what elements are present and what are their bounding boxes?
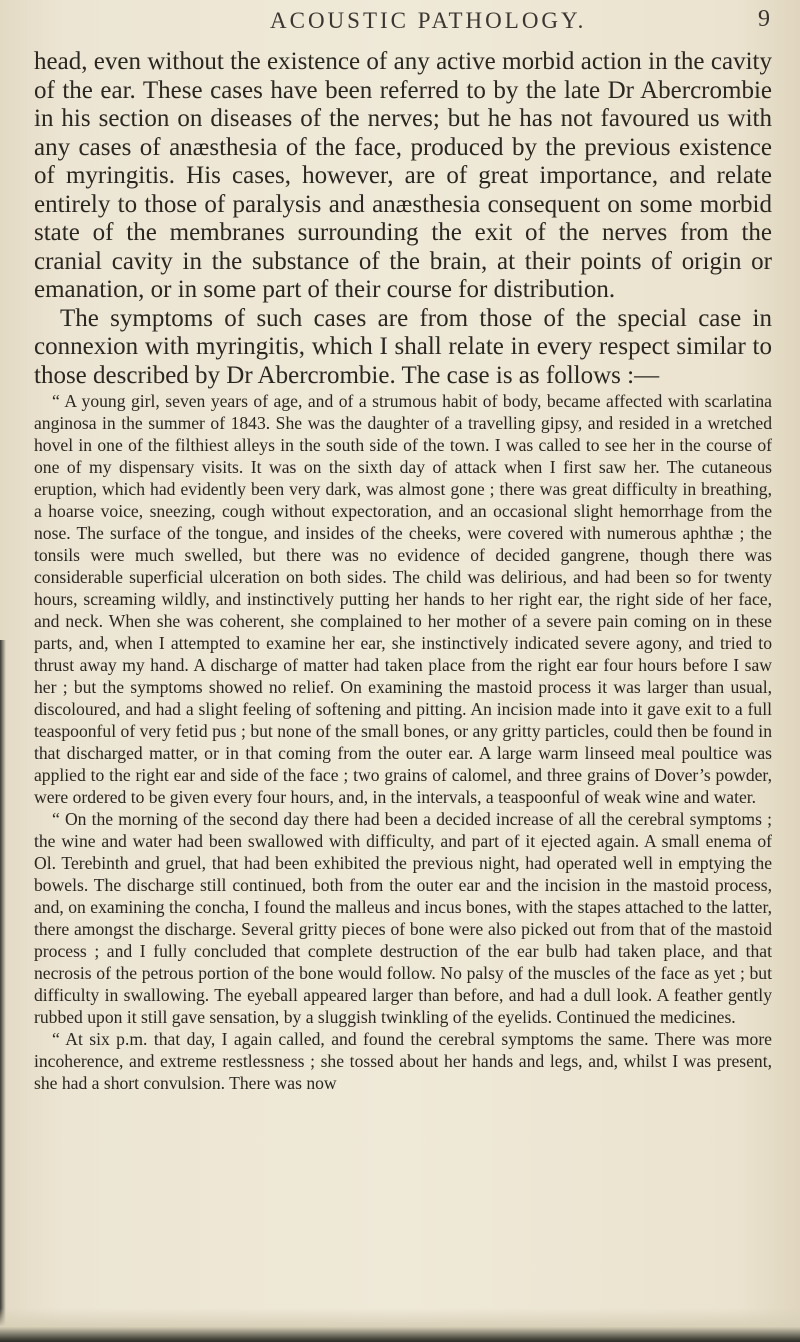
- page-binding-shadow: [0, 640, 6, 1342]
- running-title: ACOUSTIC PATHOLOGY.: [270, 8, 587, 33]
- body-text: [34, 48, 772, 1094]
- case-quote-paragraph: “ A young girl, seven years of age, and of a strumous habit of body, became affected with scarlatina anginosa in the summer of 1843. She was the daughter of a travelling gipsy, and resided in a wretched hovel in one of the filthiest alleys in the south side of the town. I was called to see her in the course of one of my dispensary visits. It was on the sixth day of attack when I first saw her. The cutaneous eruption, which had evidently been very dark, was almost gone ; there was great difficulty in breathing, a hoarse voice, sneezing, cough without expectoration, and an occasional slight hemorrhage from the nose. The surface of the tongue, and insides of the cheeks, were covered with numerous aphthæ ; the tonsils were much swelled, but there was no evidence of decided gangrene, though there was considerable superficial ulceration on both sides. The child was delirious, and had been so for twenty hours, screaming wildly, and instinctively putting her hands to her right ear, the right side of her face, and neck. When she was coherent, she complained to her mother of a severe pain coming on in these parts, and, when I attempted to examine her ear, she instinctively indicated severe agony, and tried to thrust away my hand. A discharge of matter had taken place from the right ear four hours before I saw her ; but the symptoms showed no relief. On examining the mastoid process it was larger than usual, discoloured, and had a slight feeling of softening and pitting. An incision made into it gave exit to a full teaspoonful of very fetid pus ; but none of the small bones, or any gritty particles, could then be found in that discharged matter, or in that coming from the outer ear. A large warm linseed meal poultice was applied to the right ear and side of the face ; two grains of calomel, and three grains of Dover’s powder, were ordered to be given every four hours, and, in the intervals, a teaspoonful of weak wine and water.: [34, 391, 772, 807]
- paragraph-intro: head, even without the existence of any active morbid action in the cavity of the ear. These cases have been referred to by the late Dr Abercrombie in his section on diseases of the nerves; but he has not favoured us with any cases of anæsthesia of the face, produced by the previous existence of myringitis. His cases, however, are of great importance, and relate entirely to those of paralysis and anæsthesia consequent on some morbid state of the membranes surrounding the exit of the nerves from the cranial cavity in the substance of the brain, at their points of origin or emanation, or in some part of their course for distribution.: [34, 48, 772, 303]
- page-bottom-edge: [0, 1308, 800, 1342]
- page-number: 9: [758, 6, 770, 32]
- case-quote-paragraph: “ On the morning of the second day there had been a decided increase of all the cerebral symptoms ; the wine and water had been swallowed with difficulty, and part of it ejected again. A small enema of Ol. Terebinth and gruel, that had been exhibited the previous night, had operated well in emptying the bowels. The discharge still continued, both from the outer ear and the incision in the mastoid process, and, on examining the concha, I found the malleus and incus bones, with the stapes attached to the latter, there amongst the discharge. Several gritty pieces of bone were also picked out from that of the mastoid process ; and I fully concluded that complete destruction of the ear bulb had taken place, and that necrosis of the petrous portion of the bone would follow. No palsy of the muscles of the face as yet ; but difficulty in swallowing. The eyeball appeared larger than before, and had a dull look. A feather gently rubbed upon it still gave sensation, by a sluggish twinkling of the eyelids. Continued the medicines.: [34, 809, 772, 1027]
- running-head: [0, 8, 800, 48]
- case-quote-paragraph: “ At six p.m. that day, I again called, and found the cerebral symptoms the same. There was more incoherence, and extreme restlessness ; she tossed about her hands and legs, and, whilst I was present, she had a short convulsion. There was now: [34, 1029, 772, 1093]
- paragraph-case-intro: The symptoms of such cases are from those of the special case in connexion with myringitis, which I shall relate in every respect similar to those described by Dr Abercrombie. The case is as follows :—: [34, 304, 772, 389]
